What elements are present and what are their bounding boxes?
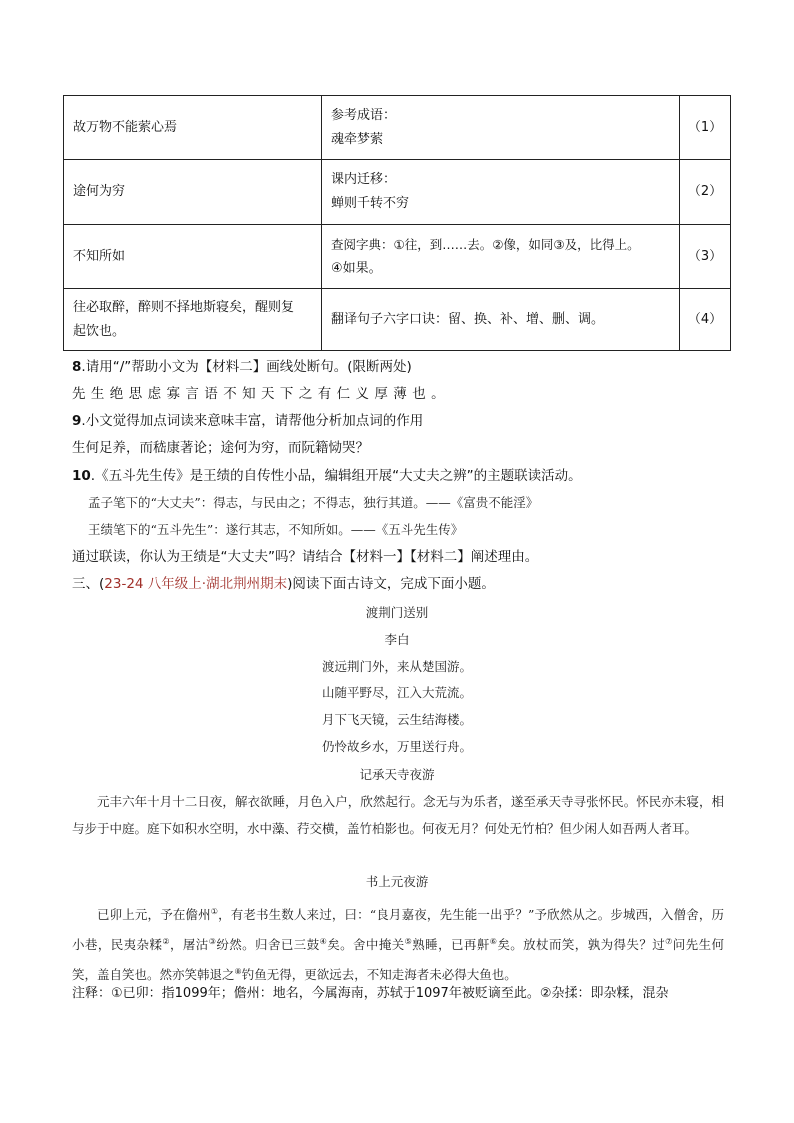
section-source: 23-24 八年级上·湖北荆州期末: [104, 576, 288, 592]
table-row: [64, 225, 731, 289]
phrase-line: 往必取醉，醉则不择地斯寝矣，醒则复: [73, 299, 295, 315]
poem-line: 月下飞天镜，云生结海楼。: [321, 712, 472, 727]
phrase-cell: [64, 289, 322, 351]
question-8: [72, 357, 412, 377]
answer-number: （1）: [680, 96, 731, 160]
question-9-sentence: 生何足养，而嵇康著论；途何为穷，而阮籍恸哭？: [72, 440, 369, 456]
footnote-marker: ⑧: [234, 967, 242, 977]
poem-title: 渡荆门送别: [365, 605, 429, 620]
footnotes: 注释：①已卯：指1099年；儋州：地名，今属海南，苏轼于1097年被贬谪至此。②杂揉：即杂糅，混杂: [72, 986, 669, 1001]
vocab-table: [63, 95, 731, 351]
footnote-marker: ②: [162, 937, 170, 947]
footnote-marker: ①: [210, 907, 219, 916]
poem-line: 渡远荆门外，来从楚国游。: [321, 659, 472, 674]
question-number: 9: [72, 413, 82, 429]
question-10-ask: 通过联读，你认为王绩是“大丈夫”吗？请结合【材料一】【材料二】阐述理由。: [72, 549, 539, 565]
quote-mencius: 孟子笔下的“大丈夫”：得志，与民由之；不得志，独行其道。——《富贵不能淫》: [88, 495, 539, 510]
essay-text: 矣。舍中掩关: [327, 937, 405, 953]
table-row: [64, 96, 731, 160]
essay-2-title: 书上元夜游: [365, 874, 429, 889]
footnote-marker: ⑦: [665, 937, 673, 947]
hint-label: 参考成语：: [331, 107, 397, 123]
essay-1-text: 元丰六年十月十二日夜，解衣欲睡，月色入户，欣然起行。念无与为乐者，遂至承天寺寻张怀民。怀民亦未寝，相与步于中庭。庭下如积水空明，水中藻、荇交横，盖竹柏影也。何夜无月？何处无竹柏？但少闲人如吾两人者耳。: [72, 794, 724, 836]
table-row: [64, 160, 731, 225]
phrase-cell: 途何为穷: [64, 160, 322, 225]
hint-cell: 翻译句子六字口诀：留、换、补、增、删、调。: [322, 289, 680, 351]
essay-text: 纷然。归舍已三鼓: [216, 937, 320, 953]
hint-label: 查阅字典：①往，到……去。②像，如同③及，比得上。: [331, 236, 640, 252]
hint-text: ④如果。: [331, 260, 382, 276]
essay-text: ，屠沽: [169, 937, 209, 953]
poem-line: 山随平野尽，江入大荒流。: [321, 685, 472, 700]
essay-2-text: [72, 898, 724, 988]
essay-1-title: 记承天寺夜游: [359, 767, 435, 782]
quote-wangji: 王绩笔下的“五斗先生”：遂行其志，不知所如。——《五斗先生传》: [88, 522, 464, 537]
answer-number: （3）: [680, 225, 731, 289]
footnote-marker: ⑥: [489, 937, 498, 947]
poem-line: 仍怜故乡水，万里送行舟。: [321, 739, 472, 754]
hint-cell: [322, 225, 680, 289]
essay-text: 已卯上元，予在儋州: [97, 907, 211, 923]
essay-text: 钓鱼无得，更欲远去，不知走海者未必得大鱼也。: [241, 967, 517, 983]
question-text: .请用“/”帮助小文为【材料二】画线处断句。(限断两处): [81, 359, 412, 375]
answer-number: （2）: [680, 160, 731, 225]
phrase-cell: 故万物不能萦心焉: [64, 96, 322, 160]
question-number: 10: [72, 468, 91, 484]
phrase-cell: 不知所如: [64, 225, 322, 289]
essay-text: 矣。放杖而笑，孰为得失？过: [497, 937, 666, 953]
table-row: [64, 289, 731, 351]
hint-cell: [322, 96, 680, 160]
essay-text: ，有老书生数人来过，曰：“良月嘉夜，先生能一出乎？”予欣然从之。步城西，入僧舍，历小巷，民夷杂糅: [72, 907, 724, 953]
hint-cell: [322, 160, 680, 225]
question-10: [72, 466, 582, 486]
footnote-marker: ③: [208, 937, 217, 947]
answer-number: （4）: [680, 289, 731, 351]
question-9: [72, 411, 423, 431]
footnote-marker: ⑤: [404, 937, 413, 947]
hint-text: 蝉则千转不穷: [331, 196, 410, 211]
question-text: .小文觉得加点词读来意味丰富，请帮他分析加点词的作用: [81, 413, 424, 429]
footnote-marker: ④: [319, 937, 328, 947]
phrase-line: 起饮也。: [73, 323, 126, 339]
section-3-heading: [72, 574, 495, 594]
essay-text: 熟睡，已再鼾: [412, 937, 490, 953]
question-8-sentence: 先生绝思虑寡言语不知天下之有仁义厚薄也。: [72, 386, 450, 402]
question-number: 8: [72, 359, 82, 375]
section-suffix: )阅读下面古诗文，完成下面小题。: [287, 576, 495, 592]
section-prefix: 三、(: [72, 576, 105, 592]
essay-text: 问先生何笑，盖自笑也。然亦笑韩退之: [72, 937, 724, 983]
hint-text: 魂牵梦萦: [331, 131, 384, 147]
poem-author: 李白: [384, 632, 410, 647]
hint-label: 课内迁移：: [331, 172, 397, 187]
question-text: .《五斗先生传》是王绩的自传性小品，编辑组开展“大丈夫之辨”的主题联读活动。: [90, 468, 582, 484]
